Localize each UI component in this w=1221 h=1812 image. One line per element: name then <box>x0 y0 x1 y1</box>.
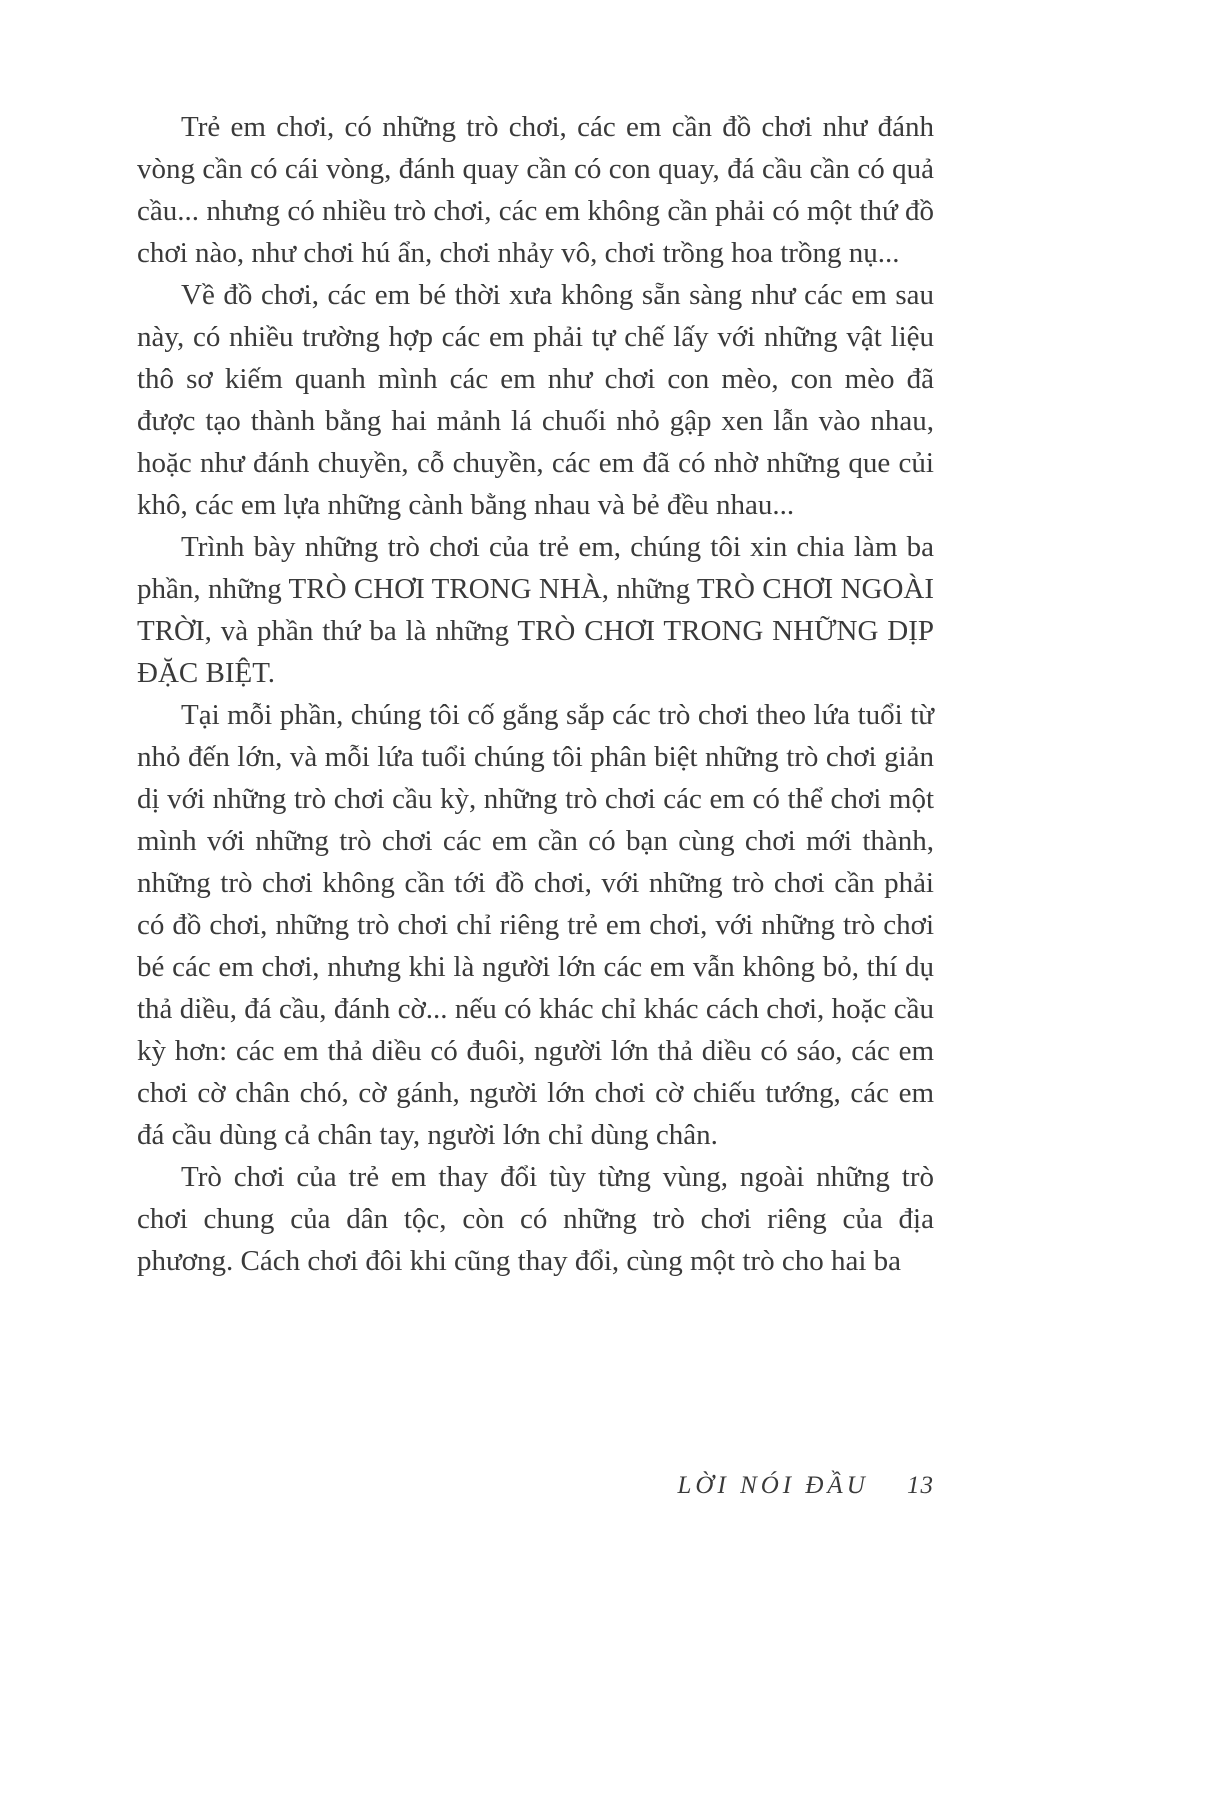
paragraph-5: Trò chơi của trẻ em thay đổi tùy từng vùng, ngoài những trò chơi chung của dân tộc, còn có những trò chơi riêng của địa phương. Cách chơi đôi khi cũng thay đổi, cùng một trò cho hai ba <box>137 1161 934 1277</box>
page-footer <box>137 1472 934 1500</box>
running-title: LỜI NÓI ĐẦU <box>677 1472 869 1499</box>
page-number: 13 <box>907 1472 934 1499</box>
paragraph-4: Tại mỗi phần, chúng tôi cố gắng sắp các trò chơi theo lứa tuổi từ nhỏ đến lớn, và mỗi lứa tuổi chúng tôi phân biệt những trò chơi giản dị với những trò chơi cầu kỳ, những trò chơi các em có thể chơi một mình với những trò chơi các em cần có bạn cùng chơi mới thành, những trò chơi không cần tới đồ chơi, với những trò chơi cần phải có đồ chơi, những trò chơi chỉ riêng trẻ em chơi, với những trò chơi bé các em chơi, nhưng khi là người lớn các em vẫn không bỏ, thí dụ thả diều, đá cầu, đánh cờ... nếu có khác chỉ khác cách chơi, hoặc cầu kỳ hơn: các em thả diều có đuôi, người lớn thả diều có sáo, các em chơi cờ chân chó, cờ gánh, người lớn chơi cờ chiếu tướng, các em đá cầu dùng cả chân tay, người lớn chỉ dùng chân. <box>137 699 934 1151</box>
paragraph-3: Trình bày những trò chơi của trẻ em, chúng tôi xin chia làm ba phần, những TRÒ CHƠI TRONG NHÀ, những TRÒ CHƠI NGOÀI TRỜI, và phần thứ ba là những TRÒ CHƠI TRONG NHỮNG DỊP ĐẶC BIỆT. <box>137 531 934 689</box>
paragraph-1: Trẻ em chơi, có những trò chơi, các em cần đồ chơi như đánh vòng cần có cái vòng, đánh quay cần có con quay, đá cầu cần có quả cầu... nhưng có nhiều trò chơi, các em không cần phải có một thứ đồ chơi nào, như chơi hú ẩn, chơi nhảy vô, chơi trồng hoa trồng nụ... <box>137 111 934 269</box>
paragraph-2: Về đồ chơi, các em bé thời xưa không sẵn sàng như các em sau này, có nhiều trường hợp các em phải tự chế lấy với những vật liệu thô sơ kiếm quanh mình các em như chơi con mèo, con mèo đã được tạo thành bằng hai mảnh lá chuối nhỏ gập xen lẫn vào nhau, hoặc như đánh chuyền, cỗ chuyền, các em đã có nhờ những que củi khô, các em lựa những cành bằng nhau và bẻ đều nhau... <box>137 279 934 521</box>
text-block <box>137 106 934 1282</box>
